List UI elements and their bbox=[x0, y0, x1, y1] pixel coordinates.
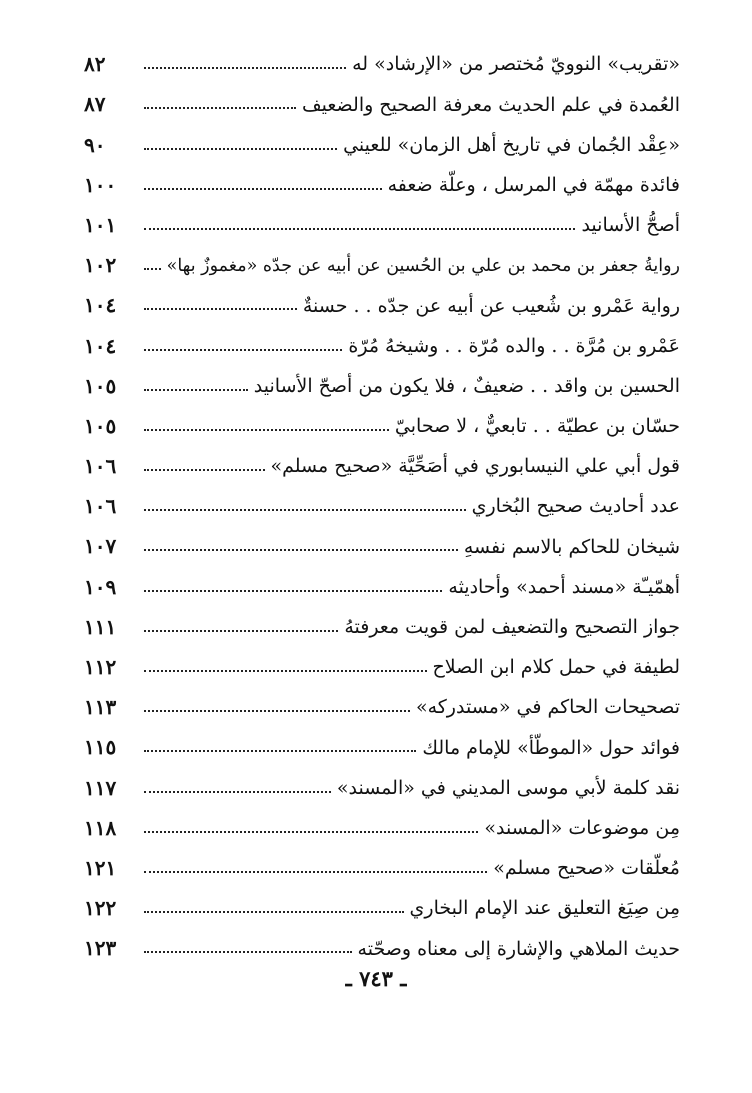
dot-leader bbox=[144, 148, 337, 150]
toc-entry bbox=[84, 36, 680, 76]
toc-entry-page: ١٠٠ bbox=[84, 172, 117, 197]
toc-entry-title: الحسين بن واقد . . ضعيفٌ ، فلا يكون من أصحّ الأسانيد bbox=[253, 374, 680, 397]
toc-entry bbox=[84, 157, 680, 197]
toc-entry bbox=[84, 800, 680, 840]
toc-entry-page: ١١٥ bbox=[84, 735, 117, 760]
toc-entry-page: ١٠٢ bbox=[84, 253, 117, 278]
toc-entry bbox=[84, 679, 680, 719]
toc-entry-page: ١٢٢ bbox=[84, 896, 117, 921]
dot-leader bbox=[144, 268, 161, 270]
dot-leader bbox=[144, 509, 466, 511]
toc-entry-page: ١١٢ bbox=[84, 655, 117, 679]
toc-entry-title: لطيفة في حمل كلام ابن الصلاح bbox=[432, 656, 680, 679]
dot-leader bbox=[144, 791, 331, 793]
toc-entry-title: فوائد حول «الموطّأ» للإمام مالك bbox=[422, 736, 680, 759]
toc-entry bbox=[84, 639, 680, 679]
toc-entry-title: نقد كلمة لأبي موسى المديني في «المسند» bbox=[336, 776, 680, 799]
toc-entry-page: ٨٢ bbox=[84, 52, 106, 77]
toc-entry-page: ١٠٥ bbox=[84, 373, 117, 398]
toc-entry bbox=[84, 719, 680, 759]
toc-entry bbox=[84, 920, 680, 960]
toc-entry bbox=[84, 840, 680, 880]
dot-leader bbox=[144, 308, 297, 310]
toc-entry bbox=[84, 358, 680, 398]
table-of-contents bbox=[84, 36, 680, 960]
toc-entry-page: ١٠٤ bbox=[84, 293, 117, 318]
toc-entry-title: عَمْرو بن مُرَّة . . والده مُرّة . . وشيخهُ مُرّة bbox=[348, 334, 680, 357]
toc-entry bbox=[84, 398, 680, 438]
toc-entry-page: ١٢١ bbox=[84, 855, 117, 880]
dot-leader bbox=[144, 871, 487, 873]
toc-entry-title: فائدة مهمّة في المرسل ، وعلّة ضعفه bbox=[387, 173, 680, 196]
toc-entry-title: قول أبي علي النيسابوري في أصَحِّيَّة «صحيح مسلم» bbox=[270, 455, 680, 478]
toc-entry bbox=[84, 880, 680, 920]
toc-entry-page: ١١٨ bbox=[84, 815, 117, 840]
dot-leader bbox=[144, 911, 404, 913]
page-number: ـ ٧٤٣ ـ bbox=[345, 966, 407, 991]
toc-entry-page: ٩٠ bbox=[84, 132, 106, 157]
dot-leader bbox=[144, 188, 382, 190]
dot-leader bbox=[144, 590, 442, 592]
toc-entry-title: عدد أحاديث صحيح البُخاري bbox=[471, 495, 680, 518]
toc-entry-page: ١٠٤ bbox=[84, 333, 117, 358]
dot-leader bbox=[144, 67, 346, 69]
dot-leader bbox=[144, 228, 575, 230]
dot-leader bbox=[144, 389, 248, 391]
toc-entry-title: أهمّيـّة «مسند أحمد» وأحاديثه bbox=[448, 575, 680, 598]
toc-entry-title: رواية عَمْرو بن شُعيب عن أبيه عن جدّه . . حسنةٌ bbox=[302, 294, 680, 317]
toc-entry-page: ١٠٦ bbox=[84, 454, 117, 479]
toc-entry bbox=[84, 599, 680, 639]
toc-entry-page: ١٢٣ bbox=[84, 936, 117, 961]
toc-entry-title: مُعلّقات «صحيح مسلم» bbox=[493, 857, 680, 880]
toc-entry-title: شيخان للحاكم بالاسم نفسهِ bbox=[463, 535, 680, 558]
toc-entry bbox=[84, 558, 680, 598]
toc-entry-page: ٨٧ bbox=[84, 92, 106, 117]
toc-entry-title: جواز التصحيح والتضعيف لمن قويت معرفتهُ bbox=[344, 616, 680, 639]
dot-leader bbox=[144, 670, 427, 672]
toc-entry-title: العُمدة في علم الحديث معرفة الصحيح والضعيف bbox=[301, 93, 680, 116]
toc-entry-title: مِن صِيَغ التعليق عند الإمام البخاري bbox=[409, 897, 680, 920]
toc-entry-title: حسّان بن عطيّة . . تابعيٌّ ، لا صحابيّ bbox=[394, 415, 680, 438]
toc-entry-title: روايةُ جعفر بن محمد بن علي بن الحُسين عن أبيه عن جدّه «مغموزٌ بها» bbox=[166, 256, 680, 277]
dot-leader bbox=[144, 107, 296, 109]
toc-entry-page: ١١٣ bbox=[84, 695, 117, 720]
dot-leader bbox=[144, 750, 416, 752]
toc-entry bbox=[84, 76, 680, 116]
dot-leader bbox=[144, 710, 410, 712]
toc-entry-title: حديث الملاهي والإشارة إلى معناه وصحّته bbox=[357, 937, 680, 960]
toc-entry bbox=[84, 518, 680, 558]
toc-entry bbox=[84, 237, 680, 277]
dot-leader bbox=[144, 951, 352, 953]
dot-leader bbox=[144, 349, 342, 351]
toc-entry bbox=[84, 317, 680, 357]
toc-entry-page: ١٠٥ bbox=[84, 413, 117, 438]
toc-entry-page: ١٠٦ bbox=[84, 494, 117, 519]
toc-entry-page: ١٠٧ bbox=[84, 534, 117, 559]
toc-entry bbox=[84, 478, 680, 518]
toc-entry-page: ١٠١ bbox=[84, 212, 117, 237]
dot-leader bbox=[144, 549, 458, 551]
dot-leader bbox=[144, 630, 338, 632]
toc-entry bbox=[84, 438, 680, 478]
toc-entry bbox=[84, 759, 680, 799]
toc-entry bbox=[84, 277, 680, 317]
toc-entry-title: أصحُّ الأسانيد bbox=[581, 214, 680, 237]
dot-leader bbox=[144, 429, 389, 431]
dot-leader bbox=[144, 831, 478, 833]
dot-leader bbox=[144, 469, 265, 471]
toc-entry-title: «عِقْد الجُمان في تاريخ أهل الزمان» للعيني bbox=[343, 133, 680, 156]
toc-entry-title: مِن موضوعات «المسند» bbox=[484, 816, 680, 839]
toc-entry-title: تصحيحات الحاكم في «مستدركه» bbox=[415, 696, 680, 719]
toc-entry bbox=[84, 197, 680, 237]
toc-entry bbox=[84, 116, 680, 156]
toc-entry-page: ١٠٩ bbox=[84, 574, 117, 599]
toc-entry-page: ١١٧ bbox=[84, 775, 117, 800]
toc-entry-title: «تقريب» النوويّ مُختصر من «الإرشاد» له bbox=[352, 53, 680, 76]
toc-entry-page: ١١١ bbox=[84, 614, 117, 639]
